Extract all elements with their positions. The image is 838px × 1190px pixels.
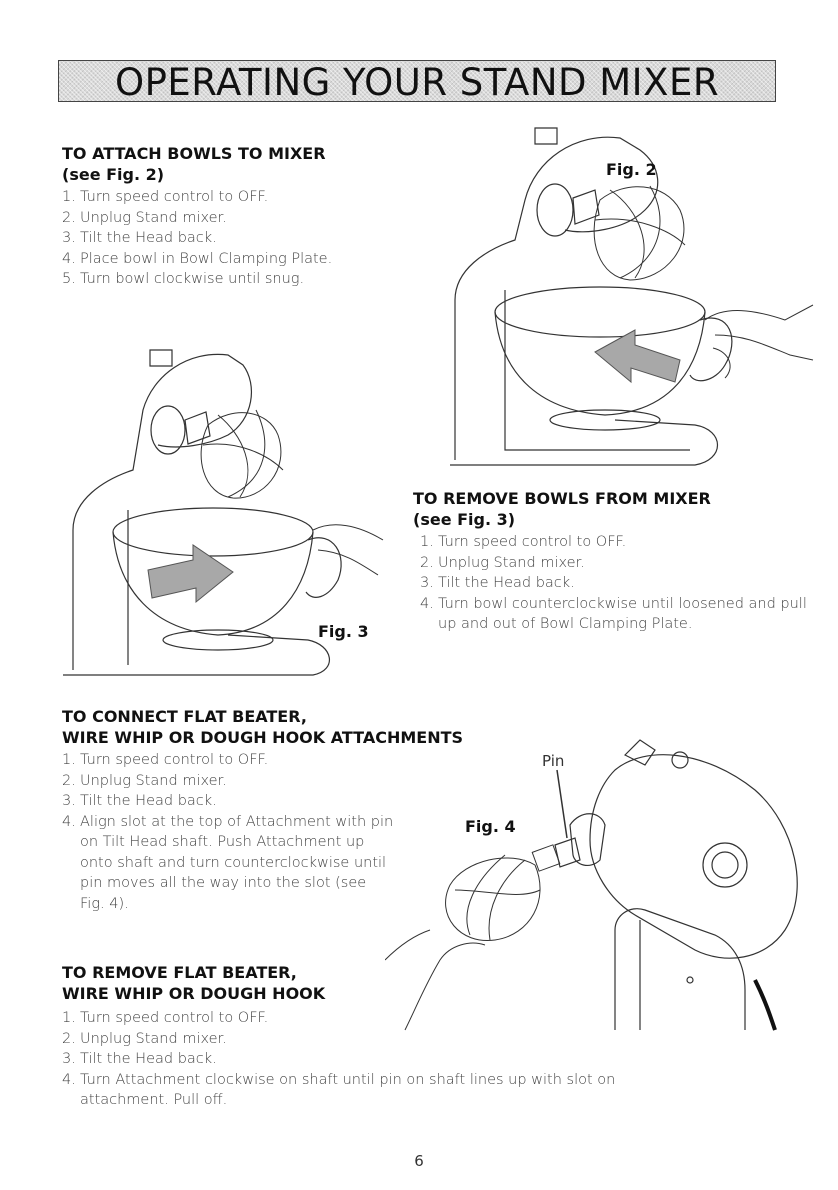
step-number: 3. (62, 230, 76, 246)
remove-bowls-steps (420, 532, 815, 635)
step-number: 3. (62, 793, 76, 809)
list-item (62, 228, 402, 249)
step-number: 3. (62, 1051, 76, 1067)
fig4-label: Fig. 4 (465, 817, 516, 836)
page-number: 6 (414, 1152, 424, 1170)
step-text: Turn bowl counterclockwise until loosened and pull up and out of Bowl Clamping Plate. (438, 595, 807, 632)
step-text: Tilt the Head back. (80, 793, 217, 809)
list-item (62, 249, 402, 270)
step-text: Turn speed control to OFF. (80, 189, 269, 205)
attach-bowls-heading-line2: (see Fig. 2) (62, 165, 165, 184)
step-number: 4. (62, 1071, 76, 1088)
step-number: 4. (62, 250, 76, 267)
remove-attachments-heading (62, 962, 325, 1004)
fig3-mixer-body (63, 350, 329, 675)
remove-attachments-steps (62, 1008, 682, 1111)
step-text: Turn bowl clockwise until snug. (80, 271, 305, 287)
step-number: 2. (420, 554, 434, 571)
fig2-label: Fig. 2 (606, 160, 657, 179)
step-text: Unplug Stand mixer. (438, 554, 585, 571)
list-item (62, 812, 434, 915)
fig3-label: Fig. 3 (318, 622, 369, 641)
fig4-mixer-head (555, 740, 797, 958)
list-item (62, 1029, 682, 1050)
remove-attach-heading-line1: TO REMOVE FLAT BEATER, (62, 963, 297, 982)
fig2-hand (705, 305, 813, 378)
step-number: 2. (62, 209, 76, 226)
list-item (62, 1070, 682, 1111)
fig2-mixer-illustration (395, 120, 815, 475)
step-number: 1. (62, 189, 76, 205)
fig4-power-cord (755, 980, 775, 1030)
remove-bowls-heading-line1: TO REMOVE BOWLS FROM MIXER (413, 489, 711, 508)
step-text: Turn speed control to OFF. (438, 534, 627, 550)
pin-label: Pin (542, 752, 565, 770)
step-number: 4. (420, 595, 434, 612)
step-text: Tilt the Head back. (80, 1051, 217, 1067)
step-text: Tilt the Head back. (80, 230, 217, 246)
step-number: 1. (62, 1010, 76, 1026)
step-text: Place bowl in Bowl Clamping Plate. (80, 250, 333, 267)
list-item (62, 1008, 682, 1029)
remove-bowls-heading (413, 488, 711, 530)
step-text: Tilt the Head back. (438, 575, 575, 591)
remove-attach-heading-line2: WIRE WHIP OR DOUGH HOOK (62, 984, 326, 1003)
step-number: 2. (62, 772, 76, 789)
fig4-mixer-illustration (385, 730, 810, 1040)
list-item (62, 771, 434, 792)
step-number: 5. (62, 271, 76, 287)
section-banner (58, 60, 776, 102)
list-item (62, 208, 402, 229)
fig2-arrow-icon (595, 330, 680, 382)
connect-attachments-steps (62, 750, 434, 914)
step-text: Align slot at the top of Attachment with pin on Tilt Head shaft. Push Attachment up onto shaft and turn counterclockwise until pin moves all the way into the slot (see Fig. 4). (80, 813, 394, 912)
step-number: 4. (62, 813, 76, 830)
fig2-whip (594, 186, 685, 280)
connect-heading-line1: TO CONNECT FLAT BEATER, (62, 707, 307, 726)
fig3-hand (313, 525, 383, 575)
fig2-mixer-body (450, 128, 718, 465)
list-item (420, 553, 815, 574)
list-item (62, 791, 434, 812)
fig4-whip (446, 845, 560, 941)
list-item (62, 1049, 682, 1070)
step-text: Turn speed control to OFF. (80, 752, 269, 768)
list-item (62, 750, 434, 771)
step-number: 1. (420, 534, 434, 550)
fig3-bowl (113, 508, 341, 650)
list-item (62, 269, 402, 290)
attach-bowls-steps (62, 187, 402, 290)
list-item (420, 573, 815, 594)
step-number: 3. (420, 575, 434, 591)
step-text: Unplug Stand mixer. (80, 209, 227, 226)
fig4-pin-pointer (557, 770, 567, 838)
attach-bowls-heading-line1: TO ATTACH BOWLS TO MIXER (62, 144, 326, 163)
step-text: Unplug Stand mixer. (80, 772, 227, 789)
step-text: Turn Attachment clockwise on shaft until pin on shaft lines up with slot on attachment. Pull off. (80, 1071, 616, 1108)
connect-heading-line2: WIRE WHIP OR DOUGH HOOK ATTACHMENTS (62, 728, 464, 747)
step-number: 1. (62, 752, 76, 768)
step-text: Turn speed control to OFF. (80, 1010, 269, 1026)
list-item (420, 594, 815, 635)
list-item (420, 532, 815, 553)
page-title: OPERATING YOUR STAND MIXER (114, 61, 720, 102)
list-item (62, 187, 402, 208)
attach-bowls-heading (62, 143, 326, 185)
remove-bowls-heading-line2: (see Fig. 3) (413, 510, 516, 529)
fig3-arrow-icon (148, 545, 233, 602)
step-number: 2. (62, 1030, 76, 1047)
step-text: Unplug Stand mixer. (80, 1030, 227, 1047)
